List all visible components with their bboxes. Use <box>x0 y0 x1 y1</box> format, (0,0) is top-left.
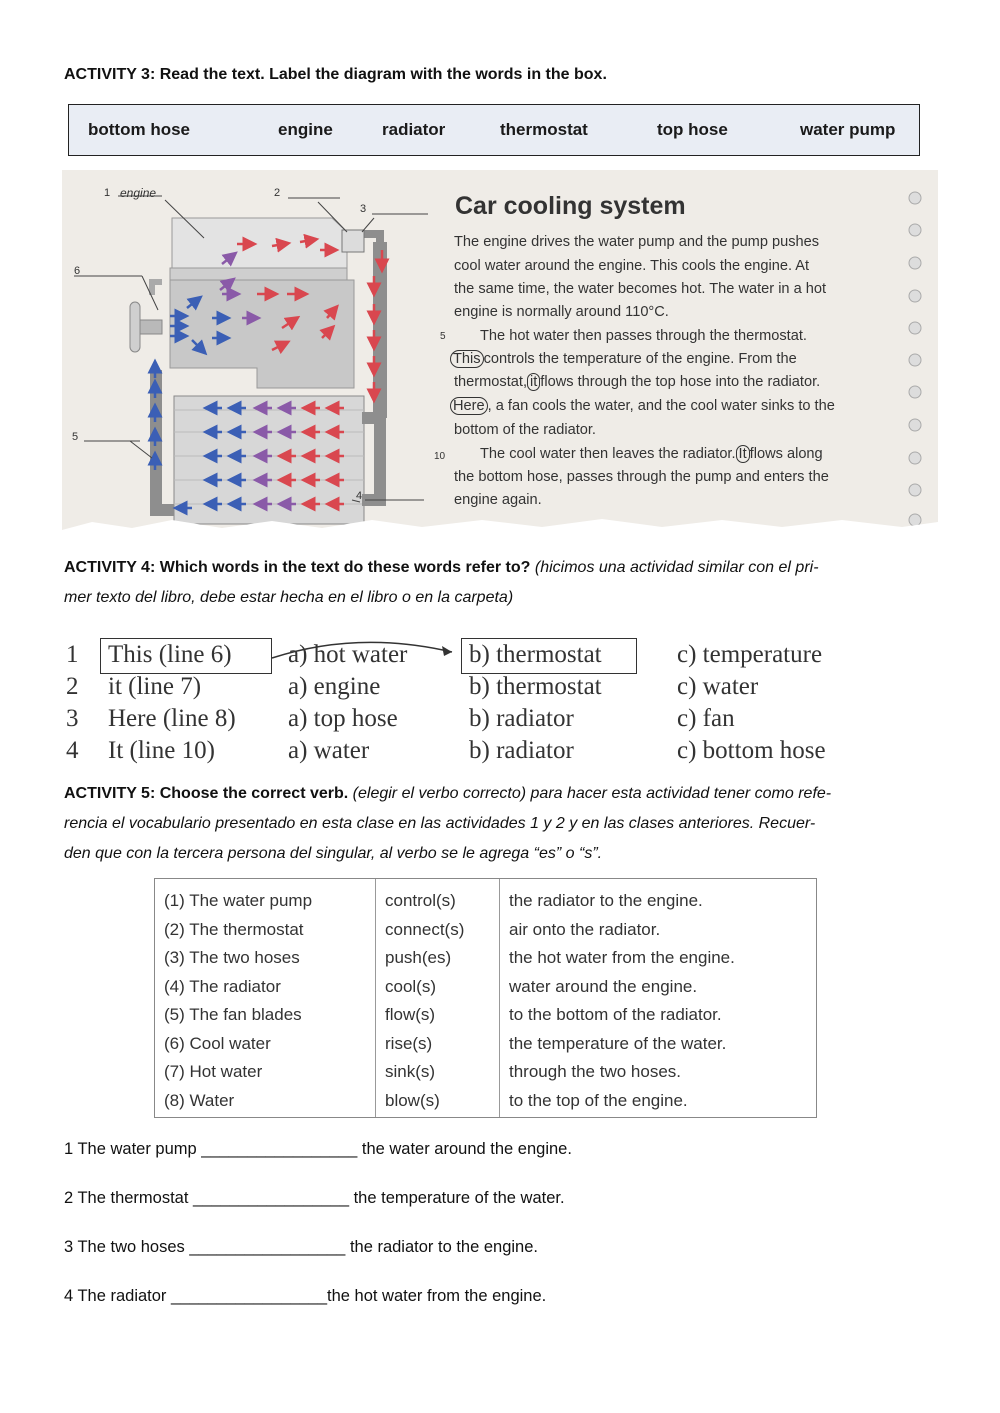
ending-8: to the top of the engine. <box>509 1090 688 1110</box>
question-1[interactable]: 1 The water pump _________________ the water around the engine. <box>64 1140 572 1158</box>
word-water-pump: water pump <box>800 120 896 139</box>
diagram-text-9: bottom of the radiator. <box>454 422 596 438</box>
subject-6: (6) Cool water <box>164 1033 271 1053</box>
diagram-text-10a: The cool water then leaves the radiator. <box>480 446 736 462</box>
word-top-hose: top hose <box>657 120 728 139</box>
row4-word: It (line 10) <box>108 737 215 764</box>
subject-2: (2) The thermostat <box>164 919 304 939</box>
row3-c: c) fan <box>677 705 735 732</box>
subject-7: (7) Hot water <box>164 1062 263 1081</box>
activity5-heading-italic3: den que con la tercera persona del singular, al verbo se le agrega “es” o “s”. <box>64 845 603 862</box>
row2-a: a) engine <box>288 673 381 700</box>
row3-num: 3 <box>66 705 79 732</box>
diagram-text-5: The hot water then passes through the thermostat. <box>480 328 807 344</box>
row2-c: c) water <box>677 673 759 700</box>
diagram-text-3: the same time, the water becomes hot. The water in a hot <box>454 281 827 297</box>
verb-4: cool(s) <box>385 976 437 996</box>
row2-b: b) thermostat <box>469 673 602 700</box>
diagram-text-4: engine is normally around 110°C. <box>454 304 669 320</box>
activity4-heading-italic: (hicimos una actividad similar con el pri- <box>534 559 819 576</box>
ending-6: the temperature of the water. <box>509 1033 727 1053</box>
word-thermostat: thermostat <box>500 120 588 139</box>
diagram-title: Car cooling system <box>455 192 686 220</box>
diagram-text-7c: flows through the top hose into the radiator. <box>540 374 821 390</box>
ending-4: water around the engine. <box>509 976 698 996</box>
activity4-heading-bold: ACTIVITY 4: Which words in the text do these words refer to? <box>64 559 531 576</box>
diagram-text-10 <box>480 443 900 466</box>
activity3-heading: ACTIVITY 3: Read the text. Label the diagram with the words in the box. <box>64 66 607 83</box>
circled-it-2: It <box>736 445 750 463</box>
question-3[interactable]: 3 The two hoses _________________ the radiator to the engine. <box>64 1238 538 1256</box>
endings-column <box>509 887 735 1125</box>
activity4-heading-italic2: mer texto del libro, debe estar hecha en el libro o en la carpeta) <box>64 589 514 606</box>
row4-b: b) radiator <box>469 737 574 764</box>
verb-3: push(es) <box>385 948 452 967</box>
row1-word: This (line 6) <box>108 641 232 668</box>
row1-num: 1 <box>66 641 79 668</box>
subject-4: (4) The radiator <box>164 976 281 996</box>
circled-here: Here <box>450 397 488 415</box>
ending-3: the hot water from the engine. <box>509 948 735 967</box>
label-6: 6 <box>74 265 81 277</box>
subject-8: (8) Water <box>164 1090 235 1110</box>
activity5-table <box>154 878 817 1118</box>
diagram-text-8 <box>450 395 890 418</box>
label-3: 3 <box>360 203 367 215</box>
activity4-heading-line2 <box>64 583 513 613</box>
row1-c: c) temperature <box>677 641 823 668</box>
ending-1: the radiator to the engine. <box>509 891 703 910</box>
ending-2: air onto the radiator. <box>509 919 661 939</box>
diagram-text-12: engine again. <box>454 492 542 508</box>
circled-it: it <box>527 373 540 391</box>
verb-8: blow(s) <box>385 1090 440 1110</box>
activity5-heading-italic1: (elegir el verbo correcto) para hacer esta actividad tener como refe- <box>352 785 832 802</box>
diagram-text-10c: flows along <box>749 446 823 462</box>
label-2: 2 <box>274 187 281 199</box>
row3-a: a) top hose <box>288 705 398 732</box>
label-1-engine: engine <box>120 186 157 200</box>
ending-7: through the two hoses. <box>509 1062 682 1081</box>
verbs-column <box>385 887 464 1125</box>
diagram-text-7 <box>454 371 894 394</box>
subject-3: (3) The two hoses <box>164 948 300 967</box>
label-1: 1 <box>104 187 111 199</box>
row4-c: c) bottom hose <box>677 737 826 764</box>
row2-num: 2 <box>66 673 79 700</box>
row3-word: Here (line 8) <box>108 705 236 732</box>
ending-5: to the bottom of the radiator. <box>509 1005 722 1024</box>
activity5-heading-italic2: rencia el vocabulario presentado en esta clase en las actividades 1 y 2 y en las clases anteriores. Recuer- <box>64 815 816 832</box>
word-radiator: radiator <box>382 120 446 139</box>
row2-word: it (line 7) <box>108 673 202 700</box>
word-box <box>68 104 920 156</box>
cooling-system-panel <box>62 170 938 530</box>
label-5: 5 <box>72 431 79 443</box>
word-engine: engine <box>278 120 333 139</box>
row4-a: a) water <box>288 737 370 764</box>
label-4: 4 <box>356 490 363 502</box>
verb-7: sink(s) <box>385 1062 436 1081</box>
activity5-heading <box>64 779 944 809</box>
diagram-text-6b: controls the temperature of the engine. From the <box>483 351 797 367</box>
line-number-10: 10 <box>434 451 446 462</box>
activity5-heading-line2 <box>64 809 815 839</box>
activity4-table <box>0 636 1000 776</box>
activity4-heading <box>64 553 936 583</box>
verb-6: rise(s) <box>385 1033 433 1053</box>
activity5-heading-bold: ACTIVITY 5: Choose the correct verb. <box>64 785 349 802</box>
verb-5: flow(s) <box>385 1005 436 1024</box>
row4-num: 4 <box>66 737 79 764</box>
verb-1: control(s) <box>385 891 456 910</box>
subject-1: (1) The water pump <box>164 891 313 910</box>
diagram-text-11: the bottom hose, passes through the pump and enters the <box>454 469 829 485</box>
diagram-text-7a: thermostat, <box>454 374 527 390</box>
question-4[interactable]: 4 The radiator _________________the hot water from the engine. <box>64 1287 547 1305</box>
row1-a: a) hot water <box>288 641 408 668</box>
row1-b: b) thermostat <box>469 641 602 668</box>
diagram-text-6 <box>450 348 890 371</box>
line-number-5: 5 <box>440 331 446 342</box>
diagram-text-8b: , a fan cools the water, and the cool water sinks to the <box>487 398 835 414</box>
question-2[interactable]: 2 The thermostat _________________ the temperature of the water. <box>64 1189 565 1207</box>
diagram-text-2: cool water around the engine. This cools the engine. At <box>454 258 810 274</box>
word-bottom-hose: bottom hose <box>88 120 190 139</box>
subject-5: (5) The fan blades <box>164 1005 302 1024</box>
verb-2: connect(s) <box>385 919 465 939</box>
circled-this: This <box>450 350 484 368</box>
row3-b: b) radiator <box>469 705 574 732</box>
subjects-column <box>164 887 312 1125</box>
activity5-heading-line3 <box>64 839 602 869</box>
diagram-text-1: The engine drives the water pump and the pump pushes <box>454 234 820 250</box>
